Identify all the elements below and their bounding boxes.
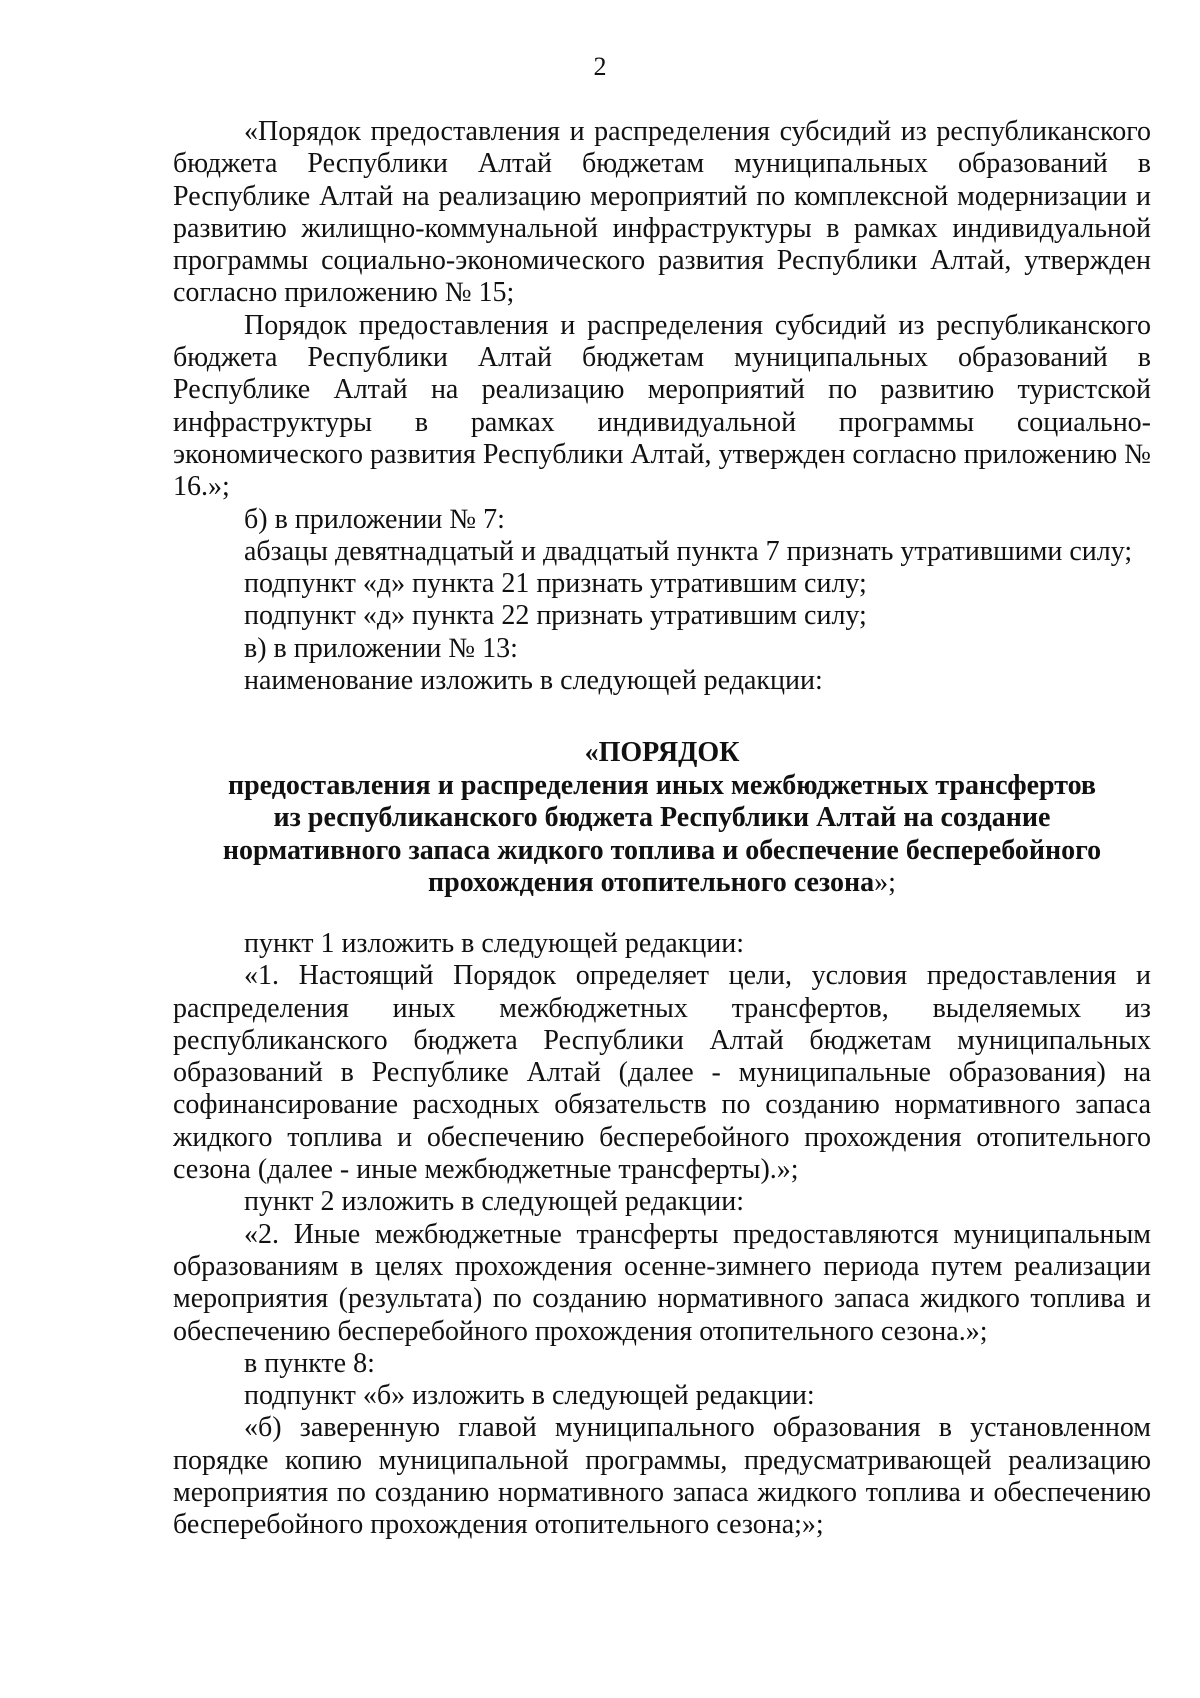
heading-line-5-text: прохождения отопительного сезона (428, 867, 875, 898)
heading-line-1: «ПОРЯДОК (584, 737, 740, 768)
paragraph-point-7: абзацы девятнадцатый и двадцатый пункта 7 признать утратившими силу; (244, 535, 1133, 567)
paragraph-point-1-edit: пункт 1 изложить в следующей редакции: (244, 928, 744, 959)
paragraph-subpoint-b-text: «б) заверенную главой муниципального образования в установленном порядке копию муниципальной программы, предусматривающей реализацию мероприятия по созданию нормативного запаса жидкого топлива и обеспечению бесперебойного прохождения отопительного сезона;»; (173, 1412, 1151, 1541)
paragraph-name-edit: наименование изложить в следующей редакции: (244, 665, 823, 697)
text-block-top (173, 116, 1151, 697)
paragraph-point-21: подпункт «д» пункта 21 признать утратившим силу; (244, 568, 867, 600)
paragraph-subpoint-b-edit: подпункт «б» изложить в следующей редакции: (244, 1380, 815, 1412)
heading-line-2: предоставления и распределения иных межбюджетных трансфертов (227, 769, 1097, 801)
paragraph-point-2-edit: пункт 2 изложить в следующей редакции: (244, 1186, 744, 1218)
paragraph-point-22: подпункт «д» пункта 22 признать утратившим силу; (244, 600, 867, 632)
paragraph-order-16: Порядок предоставления и распределения субсидий из республиканского бюджета Республики Алтай бюджетам муниципальных образований в Республике Алтай на реализацию мероприятий по развитию туристской инфраструктуры в рамках индивидуальной программы социально-экономического развития Республики Алтай, утвержден согласно приложению № 16.»; (173, 309, 1151, 503)
paragraph-point-2-text: «2. Иные межбюджетные трансферты предоставляются муниципальным образованиям в целях прохождения осенне-зимнего периода путем реализации мероприятия (результата) по созданию нормативного запаса жидкого топлива и обеспечению бесперебойного прохождения отопительного сезона.»; (173, 1218, 1151, 1347)
paragraph-annex-13: в) в приложении № 13: (244, 632, 518, 664)
paragraph-order-15: «Порядок предоставления и распределения субсидий из республиканского бюджета Республики Алтай бюджетам муниципальных образований в Республике Алтай на реализацию мероприятий по комплексной модернизации и развитию жилищно-коммунальной инфраструктуры в рамках индивидуальной программы социально-экономического развития Республики Алтай, утвержден согласно приложению № 15; (173, 116, 1151, 309)
heading-line-5 (173, 867, 1151, 900)
heading-line-5-tail: »; (874, 867, 896, 898)
text-block-bottom (173, 928, 1151, 1542)
paragraph-point-1-text: «1. Настоящий Порядок определяет цели, условия предоставления и распределения иных межбюджетных трансфертов, выделяемых из республиканского бюджета Республики Алтай бюджетам муниципальных образований в Республике Алтай (далее - муниципальные образования) на софинансирование расходных обязательств по созданию нормативного запаса жидкого топлива и обеспечению бесперебойного прохождения отопительного сезона (далее - иные межбюджетные трансферты).»; (173, 960, 1151, 1186)
paragraph-point-8: в пункте 8: (244, 1347, 375, 1379)
heading-line-3: из республиканского бюджета Республики Алтай на создание (273, 802, 1051, 833)
paragraph-annex-7: б) в приложении № 7: (244, 503, 505, 535)
order-heading (173, 737, 1151, 900)
heading-line-4: нормативного запаса жидкого топлива и обеспечение бесперебойного (222, 834, 1102, 866)
page-number: 2 (593, 52, 607, 81)
